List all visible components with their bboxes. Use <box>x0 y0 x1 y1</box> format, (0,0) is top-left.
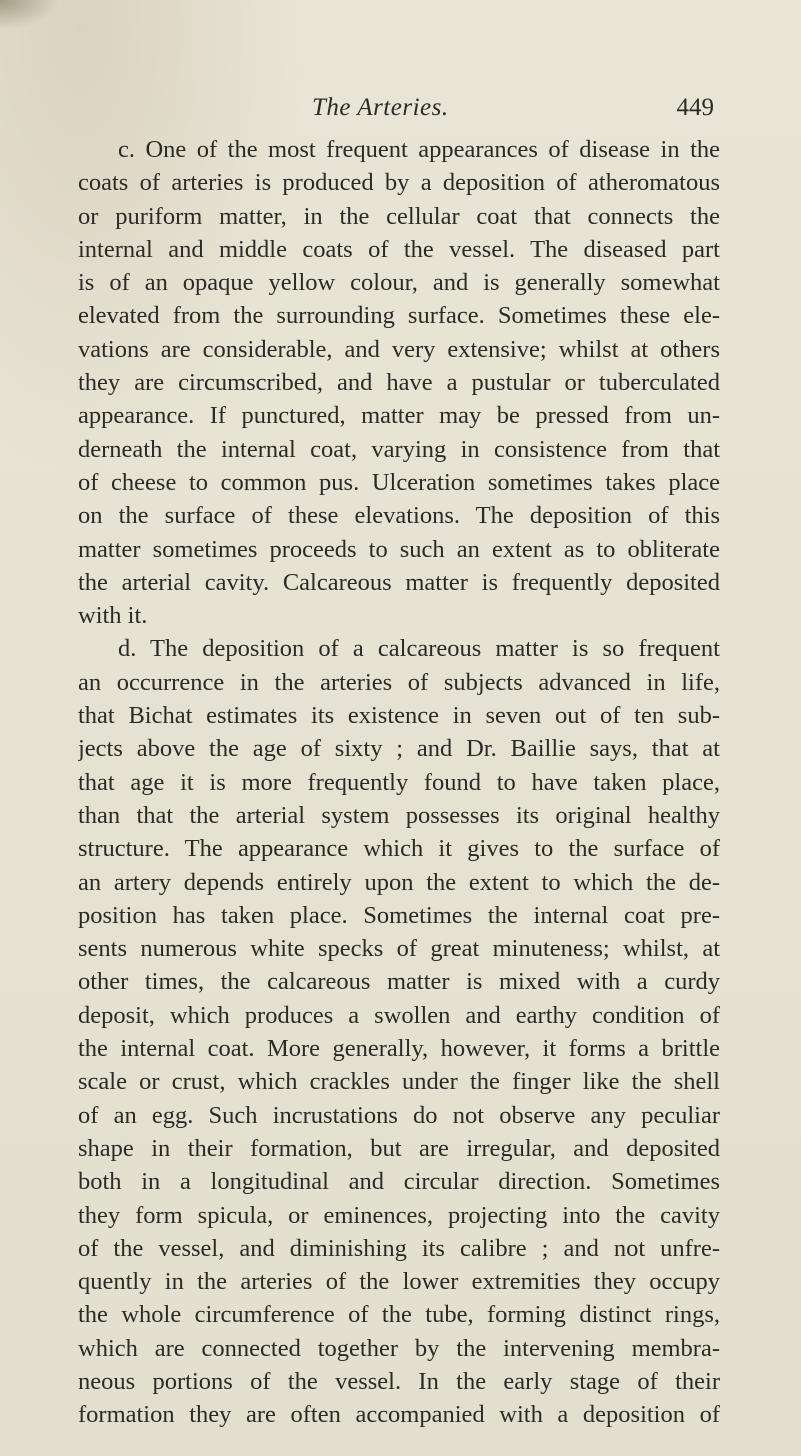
text-line: of an egg. Such incrustations do not observe any peculiar <box>78 1101 720 1129</box>
text-line: position has taken place. Sometimes the internal coat pre- <box>78 901 720 929</box>
text-line: which are connected together by the intervening membra- <box>78 1334 720 1362</box>
text-line: appearance. If punctured, matter may be pressed from un- <box>78 402 720 430</box>
text-line: an artery depends entirely upon the extent to which the de- <box>78 868 720 896</box>
page-number: 449 <box>676 94 714 121</box>
text-line: other times, the calcareous matter is mixed with a curdy <box>78 968 720 996</box>
text-line: of cheese to common pus. Ulceration sometimes takes place <box>78 468 720 496</box>
text-line: of the vessel, and diminishing its calibre ; and not unfre- <box>78 1234 720 1262</box>
text-line: coats of arteries is produced by a deposition of atheromatous <box>78 169 720 197</box>
text-line: they form spicula, or eminences, projecting into the cavity <box>78 1201 720 1229</box>
text-line: scale or crust, which crackles under the finger like the shell <box>78 1068 720 1096</box>
text-line: that age it is more frequently found to have taken place, <box>78 768 720 796</box>
text-line: sents numerous white specks of great minuteness; whilst, at <box>78 935 720 963</box>
text-line: matter sometimes proceeds to such an extent as to obliterate <box>78 535 720 563</box>
running-title: The Arteries. <box>312 94 449 121</box>
text-line: they are circumscribed, and have a pustular or tuberculated <box>78 369 720 397</box>
text-line: structure. The appearance which it gives to the surface of <box>78 835 720 863</box>
text-line: quently in the arteries of the lower extremities they occupy <box>78 1268 720 1296</box>
text-line: formation they are often accompanied with a deposition of <box>78 1401 720 1429</box>
text-line: on the surface of these elevations. The deposition of this <box>78 502 720 530</box>
page-corner-shadow <box>0 0 60 30</box>
text-line: derneath the internal coat, varying in consistence from that <box>78 435 720 463</box>
text-line: internal and middle coats of the vessel. The diseased part <box>78 235 720 263</box>
text-line: c. One of the most frequent appearances of disease in the <box>118 136 720 163</box>
text-line: vations are considerable, and very extensive; whilst at others <box>78 335 720 363</box>
body-text <box>78 133 720 1432</box>
text-line: the whole circumference of the tube, forming distinct rings, <box>78 1301 720 1329</box>
text-line: with it. <box>78 602 148 630</box>
text-line: the arterial cavity. Calcareous matter is frequently deposited <box>78 568 720 596</box>
text-line: than that the arterial system possesses its original healthy <box>78 801 720 829</box>
text-line: neous portions of the vessel. In the early stage of their <box>78 1367 720 1395</box>
text-line: an occurrence in the arteries of subjects advanced in life, <box>78 668 720 696</box>
text-line: elevated from the surrounding surface. Sometimes these ele- <box>78 302 720 330</box>
text-line: both in a longitudinal and circular direction. Sometimes <box>78 1168 720 1196</box>
text-line: that Bichat estimates its existence in seven out of ten sub- <box>78 702 720 730</box>
running-head <box>80 94 718 130</box>
text-line: deposit, which produces a swollen and earthy condition of <box>78 1001 720 1029</box>
text-line: the internal coat. More generally, however, it forms a brittle <box>78 1035 720 1063</box>
text-line: or puriform matter, in the cellular coat that connects the <box>78 202 720 230</box>
text-line: is of an opaque yellow colour, and is generally somewhat <box>78 269 720 297</box>
text-line: jects above the age of sixty ; and Dr. Baillie says, that at <box>78 735 720 763</box>
text-line: d. The deposition of a calcareous matter is so frequent <box>118 635 720 663</box>
text-line: shape in their formation, but are irregular, and deposited <box>78 1134 720 1162</box>
